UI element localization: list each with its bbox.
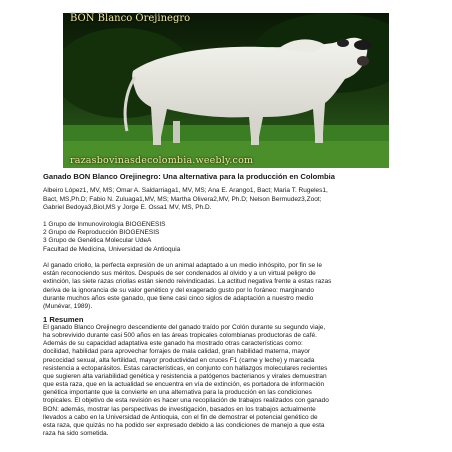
author-line: Gabriel Bedoya3,Biol,MS y Jorge E. Ossa1 MV, MS, Ph.D. — [43, 204, 212, 212]
author-list — [43, 187, 415, 213]
photo-caption-top: BON Blanco Orejinegro — [70, 13, 191, 24]
paragraph-line: Además de su capacidad adaptativa este ganado ha mostrado otras características como: — [43, 340, 303, 348]
paragraph-line: precocidad sexual, alta fertilidad, mayor productividad en cruces F1 (carne y leche) y marcada — [43, 356, 315, 364]
cattle-photo — [63, 13, 389, 168]
article-title: Ganado BON Blanco Orejinegro: Una alternativa para la producción en Colombia — [43, 172, 335, 181]
affiliation-line: 1 Grupo de Inmunovirología BIOGENESIS — [43, 221, 166, 228]
affiliation-line: 2 Grupo de Reproducción BIOGENESIS — [43, 229, 160, 237]
affiliation-list — [43, 221, 415, 254]
paragraph-line: raza ha sido sometida. — [43, 430, 109, 438]
paragraph-line: Al ganado criollo, la perfecta expresión de un animal adaptado a un medio inhóspito, por fin se le — [43, 262, 322, 269]
author-line: Albeiro López1, MV, MS; Omar A. Saldarriaga1, MV, MS; Ana E. Arango1, Bact; Maria T. Rugeles1, — [43, 187, 328, 194]
paragraph-line: deriva de la ignorancia de su valor genético y del exagerado gusto por lo foráneo: marginando — [43, 286, 315, 294]
paragraph-line: tropicales. El objetivo de esta revisión es hacer una recopilación de trabajos realizados con ganado — [43, 397, 329, 405]
paragraph-line: docilidad, habilidad para aprovechar forrajes de mala calidad, gran habilidad materna, mayor — [43, 348, 311, 356]
author-line: Bact, MS,Ph.D; Fabio N. Zuluaga1,MV, MS; Martha Olivera2,MV, Ph.D; Nelson Bermudez3,Zoot; — [43, 195, 322, 203]
affiliation-line: 3 Grupo de Genética Molecular UdeA — [43, 237, 152, 245]
paragraph-line: esta raza, que quizás no ha podido ser expresado debido a las condiciones de manejo a que esta — [43, 421, 325, 429]
paragraph-line: están reconociendo sus méritos. Después de ser condenados al olvido y a un virtual peligro de — [43, 270, 316, 278]
section-heading: 1 Resumen — [43, 315, 84, 324]
paragraph-line: El ganado Blanco Orejinegro descendiente del ganado traído por Colón durante su segundo viaje, — [43, 324, 326, 331]
paragraph-line: genética importante que la convierte en una alternativa para la producción en las condiciones — [43, 389, 312, 397]
paragraph-line: BON: además, mostrar las perspectivas de investigación, basados en los trabajos actualmente — [43, 405, 316, 413]
intro-paragraph — [43, 262, 415, 311]
paragraph-line: que esta raza, que en la actualidad se encuentra en vía de extinción, es portadora de información — [43, 381, 325, 389]
paragraph-line: que sugieren alta variabilidad genética y resistencia a patógenos bacterianos y virales demuestran — [43, 372, 327, 380]
paragraph-line: (Munévar, 1989). — [43, 303, 93, 311]
paragraph-line: durante muchos años este ganado, que tiene casi cinco siglos de adaptación a nuestro medio — [43, 294, 314, 302]
bull-illustration — [63, 13, 389, 168]
photo-caption-website: razasbovinasdecolombia.weebly.com — [70, 155, 254, 166]
paragraph-line: llevados a cabo en la Universidad de Antioquia, con el fin de demostrar el potencial genético de — [43, 413, 318, 421]
paragraph-line: extinción, las siete razas criollas están siendo reivindicadas. La actitud negativa frente a estas razas — [43, 278, 332, 286]
affiliation-line: Facultad de Medicina, Universidad de Antioquia — [43, 245, 181, 253]
paragraph-line: resistencia a ectoparásitos. Estas características, en conjunto con hallazgos moleculares recientes — [43, 364, 328, 372]
paragraph-line: ha sobrevivido durante casi 500 años en las áreas tropicales colombianas productoras de café. — [43, 332, 317, 340]
abstract-paragraph — [43, 324, 415, 438]
